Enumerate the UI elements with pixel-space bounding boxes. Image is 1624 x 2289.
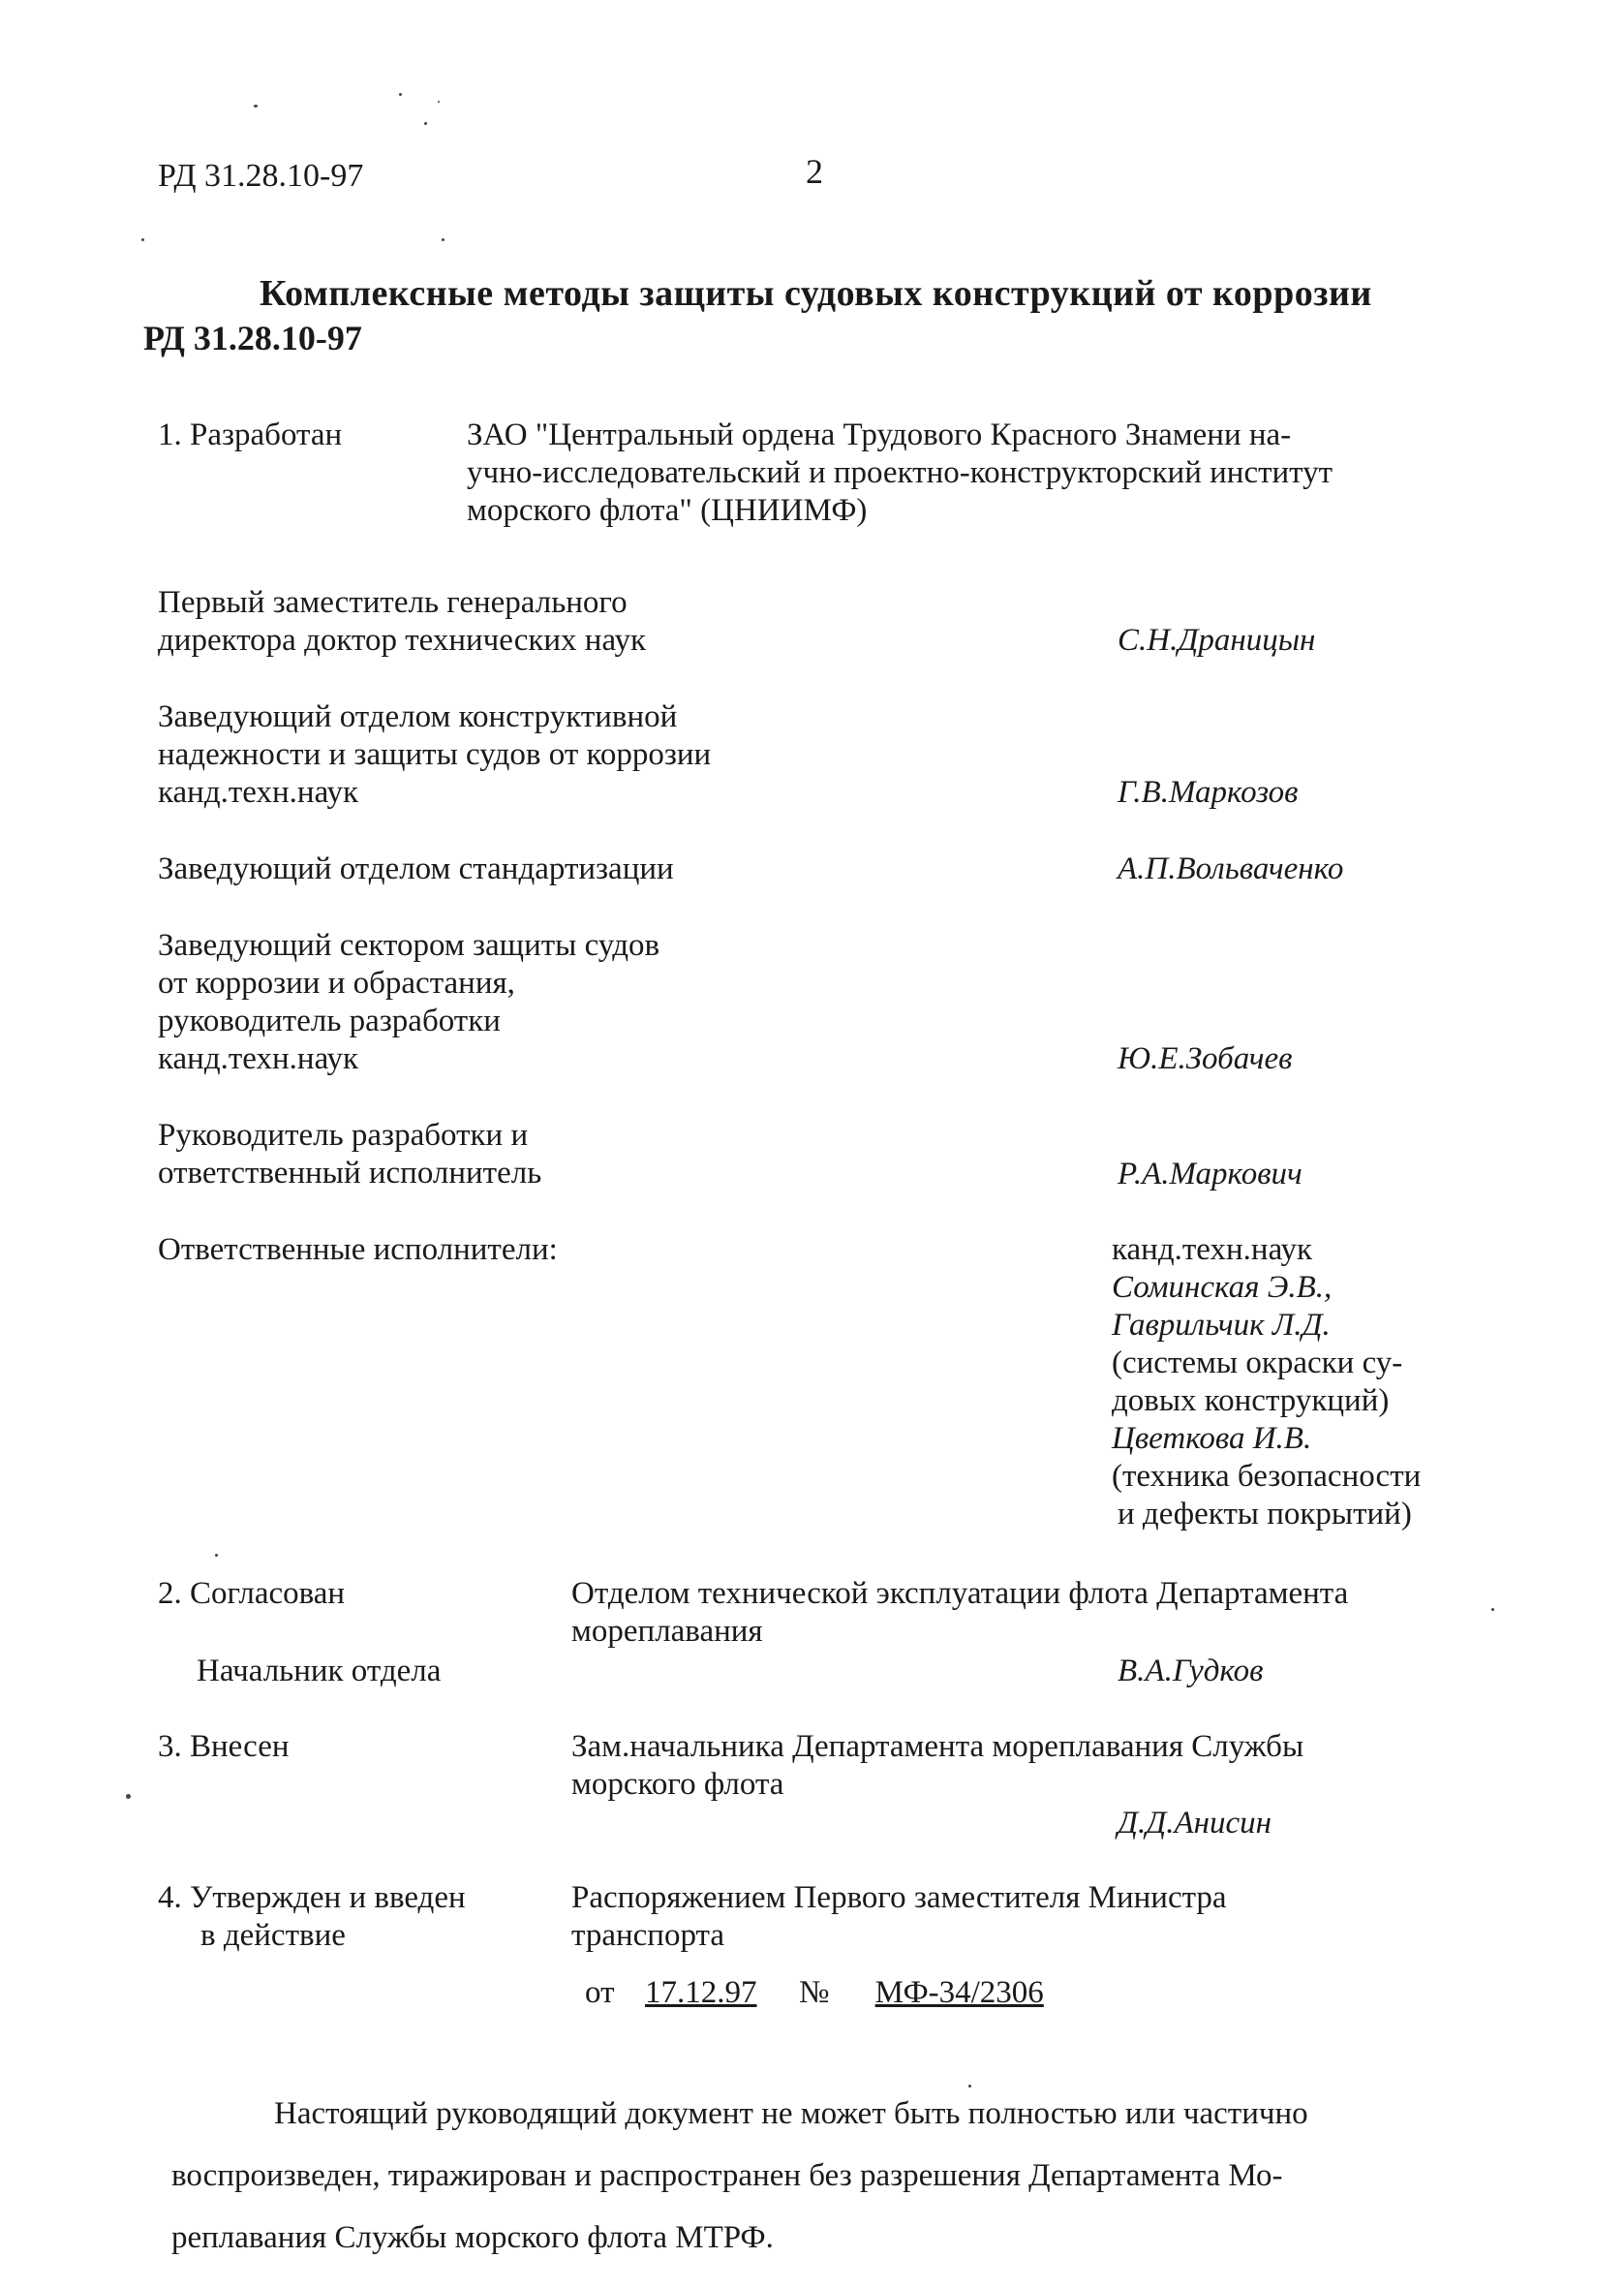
signatory-name: А.П.Вольваченко bbox=[1118, 851, 1344, 886]
signatory-position bbox=[158, 1117, 541, 1192]
section2-text bbox=[571, 1575, 1348, 1651]
section4-text bbox=[571, 1879, 1227, 1955]
responsible-name: Гаврильчик Л.Д. bbox=[1112, 1308, 1331, 1343]
scan-speck bbox=[424, 122, 427, 125]
signatory-position-line: канд.техн.наук bbox=[158, 1041, 359, 1076]
section2-head-name: В.А.Гудков bbox=[1118, 1654, 1264, 1688]
signatory-position bbox=[158, 584, 646, 660]
section4-label-line: в действие bbox=[200, 1918, 346, 1953]
signatory-name: Ю.Е.Зобачев bbox=[1118, 1041, 1293, 1076]
scan-speck bbox=[438, 101, 440, 103]
signatory-name: Г.В.Маркозов bbox=[1118, 775, 1299, 810]
responsible-label: Ответственные исполнители: bbox=[158, 1232, 558, 1267]
signatory-position-line: Заведующий сектором защиты судов bbox=[158, 928, 660, 963]
scan-speck bbox=[215, 1554, 218, 1557]
signatory-position bbox=[158, 851, 674, 888]
signatory-position-line: от коррозии и обрастания, bbox=[158, 966, 515, 1001]
scan-speck bbox=[126, 1794, 131, 1799]
responsible-degree: канд.техн.наук bbox=[1112, 1232, 1313, 1267]
signatory-position-line: Первый заместитель генерального bbox=[158, 585, 628, 620]
signatory-position bbox=[158, 927, 659, 1078]
approval-number: МФ-34/2306 bbox=[874, 1975, 1044, 2010]
section3-text-line: Зам.начальника Департамента мореплавания Службы bbox=[571, 1729, 1304, 1764]
signatory-position-line: директора доктор технических наук bbox=[158, 623, 646, 658]
scan-speck bbox=[442, 238, 444, 241]
section1-org-line: морского флота" (ЦНИИМФ) bbox=[467, 493, 868, 528]
section2-head-label: Начальник отдела bbox=[197, 1654, 442, 1688]
section3-text bbox=[571, 1728, 1303, 1804]
section4-label bbox=[158, 1879, 466, 1955]
scan-speck bbox=[399, 93, 402, 96]
responsible-name: Цветкова И.В. bbox=[1112, 1421, 1312, 1456]
section4-label-line: 4. Утвержден и введен bbox=[158, 1880, 466, 1915]
signatory-position-line: Заведующий отделом стандартизации bbox=[158, 851, 674, 886]
responsible-name: Соминская Э.В., bbox=[1112, 1270, 1333, 1305]
section1-label: 1. Разработан bbox=[158, 418, 343, 452]
responsible-note: и дефекты покрытий) bbox=[1118, 1497, 1412, 1531]
notice-line: воспроизведен, тиражирован и распространен без разрешения Департамента Мо- bbox=[171, 2158, 1283, 2193]
doc-title: Комплексные методы защиты судовых конструкций от коррозии bbox=[260, 273, 1372, 314]
notice-text bbox=[158, 2083, 1308, 2269]
section1-org bbox=[467, 417, 1333, 530]
signatory-position-line: надежности и защиты судов от коррозии bbox=[158, 737, 712, 772]
signatory-position-line: Заведующий отделом конструктивной bbox=[158, 699, 678, 734]
doc-code-header: РД 31.28.10-97 bbox=[158, 158, 364, 194]
scan-speck bbox=[1491, 1608, 1494, 1611]
section1-org-line: ЗАО "Центральный ордена Трудового Красного Знамени на- bbox=[467, 418, 1292, 452]
signatory-name: С.Н.Драницын bbox=[1118, 623, 1316, 658]
section2-text-line: Отделом технической эксплуатации флота Департамента bbox=[571, 1576, 1349, 1611]
approval-date: 17.12.97 bbox=[645, 1975, 757, 2010]
section4-text-line: транспорта bbox=[571, 1918, 724, 1953]
doc-code-title: РД 31.28.10-97 bbox=[143, 319, 362, 357]
signatory-position-line: руководитель разработки bbox=[158, 1004, 501, 1038]
page-number: 2 bbox=[806, 152, 823, 191]
section4-date-line bbox=[585, 1974, 1076, 2012]
section4-text-line: Распоряжением Первого заместителя Министра bbox=[571, 1880, 1227, 1915]
notice-line: Настоящий руководящий документ не может быть полностью или частично bbox=[274, 2096, 1308, 2131]
section3-label: 3. Внесен bbox=[158, 1729, 290, 1764]
scan-speck bbox=[254, 105, 258, 108]
section2-text-line: мореплавания bbox=[571, 1614, 763, 1649]
section1-org-line: учно-исследовательский и проектно-конструкторский институт bbox=[467, 455, 1333, 490]
signatory-position-line: Руководитель разработки и bbox=[158, 1118, 529, 1153]
number-prefix: № bbox=[799, 1975, 830, 2010]
signatory-position-line: ответственный исполнитель bbox=[158, 1156, 542, 1191]
date-prefix: от bbox=[585, 1975, 615, 2010]
signatory-position bbox=[158, 698, 711, 812]
section3-name: Д.Д.Анисин bbox=[1118, 1806, 1272, 1840]
scan-speck bbox=[141, 238, 144, 241]
signatory-position-line: канд.техн.наук bbox=[158, 775, 359, 810]
responsible-note: довых конструкций) bbox=[1112, 1383, 1390, 1418]
responsible-note: (техника безопасности bbox=[1112, 1459, 1422, 1494]
responsible-list bbox=[1112, 1231, 1421, 1533]
responsible-note: (системы окраски су- bbox=[1112, 1346, 1403, 1380]
notice-line: реплавания Службы морского флота МТРФ. bbox=[171, 2220, 774, 2255]
section3-text-line: морского флота bbox=[571, 1767, 784, 1802]
signatory-name: Р.А.Маркович bbox=[1118, 1157, 1302, 1191]
section2-label: 2. Согласован bbox=[158, 1576, 346, 1611]
